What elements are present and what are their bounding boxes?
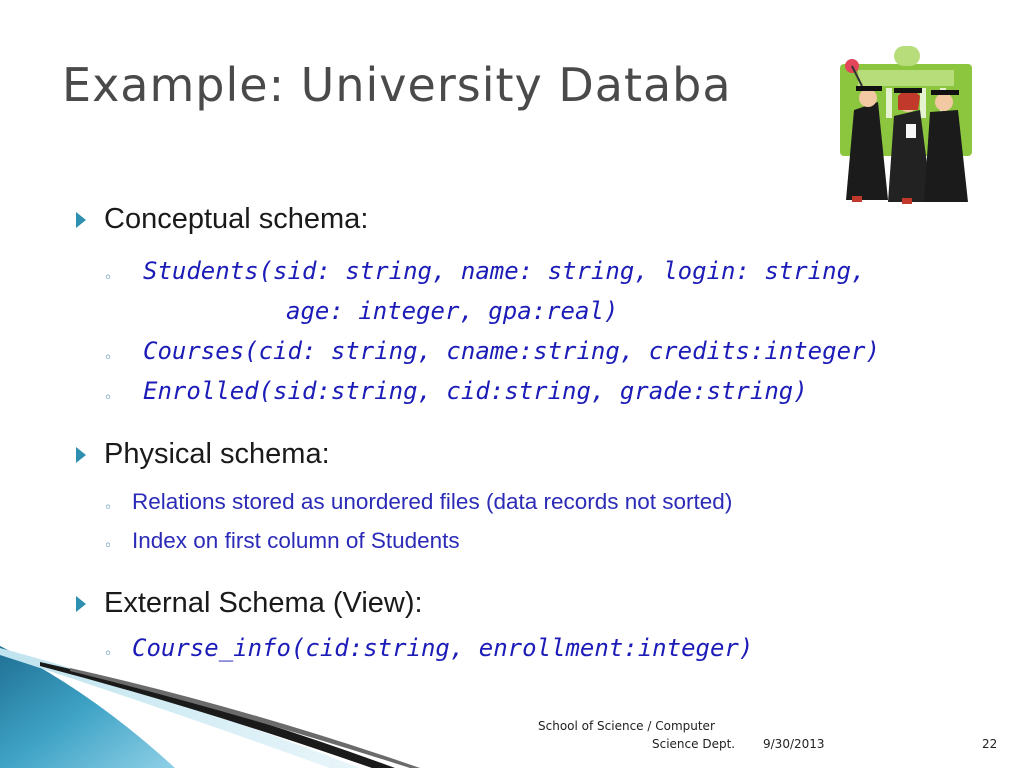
schema-students: Students(sid: string, name: string, login: string, (143, 257, 866, 285)
footer-department: School of Science / Computer (538, 719, 715, 733)
sub-bullet-icon: ◦ (104, 270, 113, 286)
sub-bullet-icon: ◦ (104, 500, 113, 516)
heading-conceptual-schema: Conceptual schema: (104, 203, 369, 235)
schema-courses: Courses(cid: string, cname:string, credits:integer) (143, 337, 880, 365)
bullet-arrow-icon (76, 212, 86, 228)
footer-department-cont: Science Dept. (652, 737, 736, 751)
slide-number: 22 (982, 737, 998, 751)
footer-date: 9/30/2013 (763, 737, 825, 751)
bullet-arrow-icon (76, 447, 86, 463)
sub-bullet-icon: ◦ (104, 538, 113, 554)
heading-external-schema: External Schema (View): (104, 587, 423, 619)
physical-item-index: Index on first column of Students (132, 528, 460, 553)
schema-students-cont: age: integer, gpa:real) (286, 297, 619, 325)
physical-item-relations: Relations stored as unordered files (data records not sorted) (132, 489, 733, 514)
bullet-arrow-icon (76, 596, 86, 612)
sub-bullet-icon: ◦ (104, 350, 113, 366)
graduates-clipart (836, 40, 976, 205)
heading-physical-schema: Physical schema: (104, 438, 330, 470)
schema-course-info: Course_info(cid:string, enrollment:integer) (132, 634, 754, 662)
sub-bullet-icon: ◦ (104, 390, 113, 406)
schema-enrolled: Enrolled(sid:string, cid:string, grade:string) (143, 377, 808, 405)
sub-bullet-icon: ◦ (104, 646, 113, 662)
slide-title: Example: University Databa (62, 58, 732, 112)
